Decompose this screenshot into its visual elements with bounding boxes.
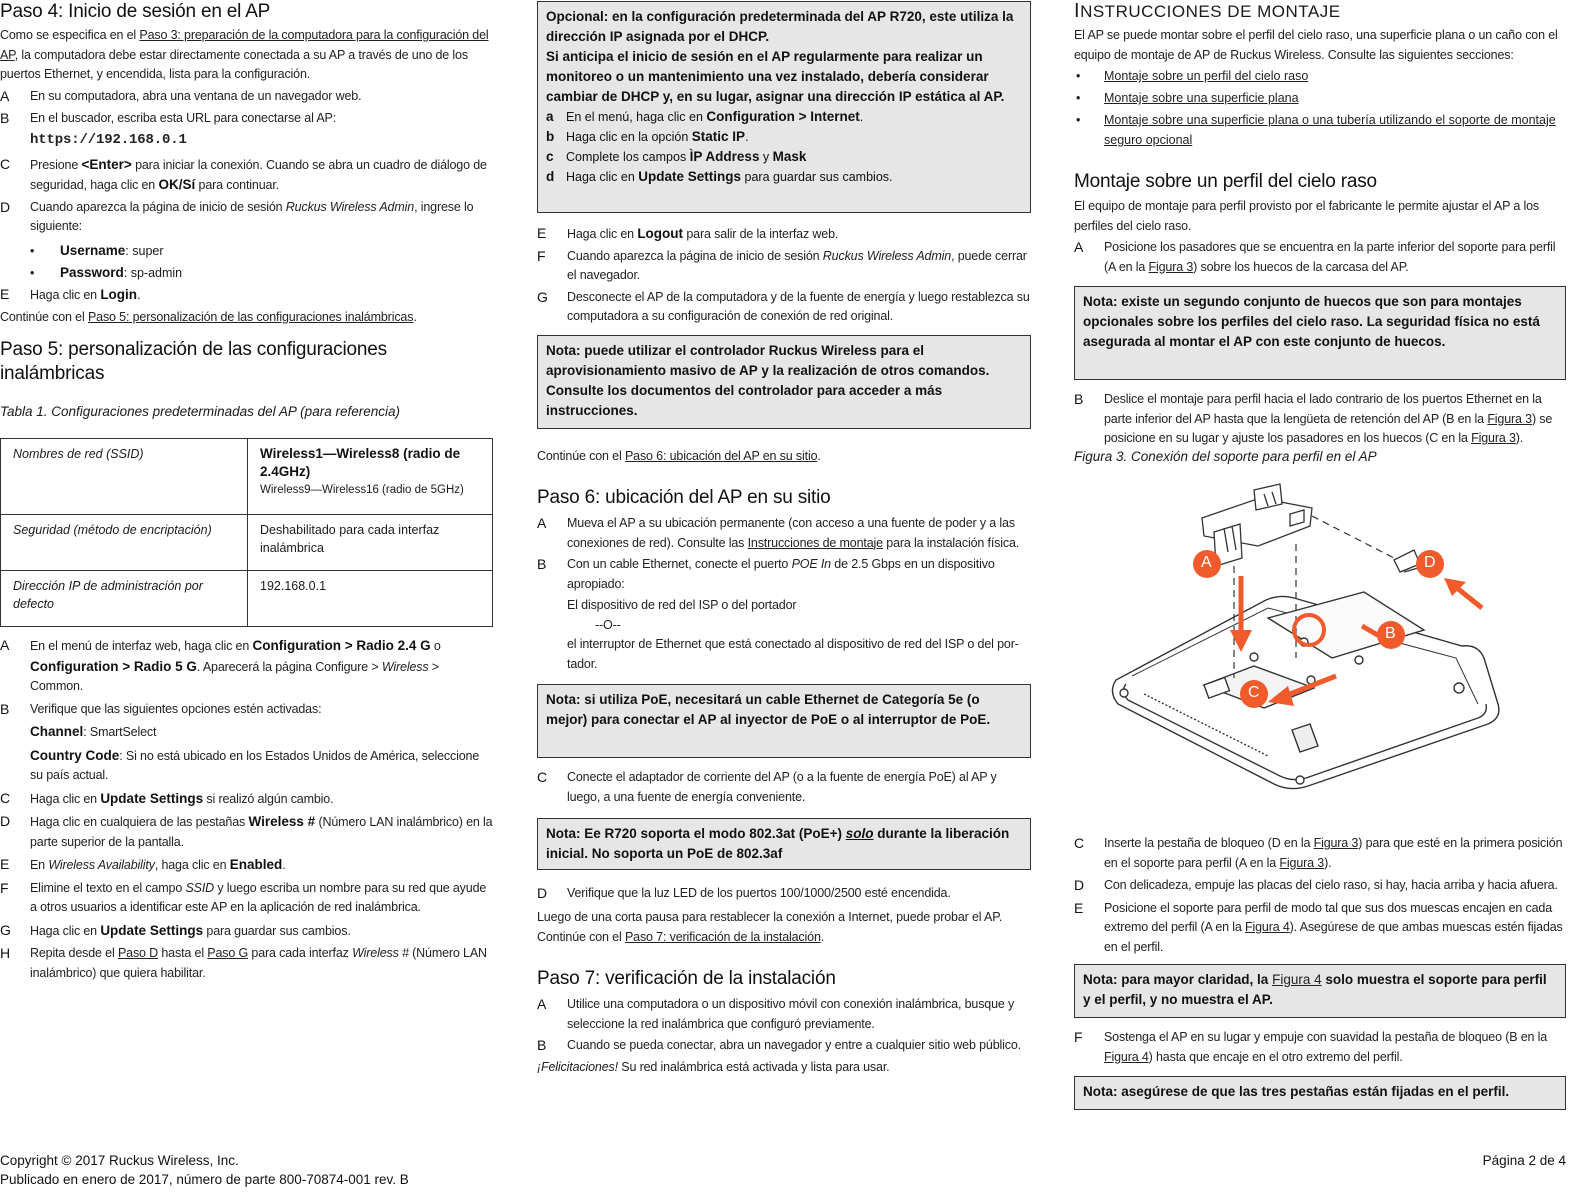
step-5a: A En el menú de interfaz web, haga clic en Configuration > Radio 2.4 G o Configuration > Radio 5 G. Aparecerá la página Configure > Wireless > Common. bbox=[0, 637, 441, 693]
link-instrucciones[interactable]: Instrucciones de montaje bbox=[747, 535, 883, 550]
config-table bbox=[0, 438, 493, 627]
link-paso-d[interactable]: Paso D bbox=[117, 946, 159, 960]
table-cell: Nombres de red (SSID) bbox=[1, 439, 248, 515]
montaje-intro: El AP se puede montar sobre el perfil del cielo raso, una superficie plana o un caño con el equipo de montaje de AP de Ruckus Wireless. Consulte las siguientes secciones: bbox=[1074, 28, 1558, 62]
link-paso6[interactable]: Paso 6: ubicación del AP en su sitio bbox=[624, 449, 818, 463]
note-802-3at: Nota: Ee R720 soporta el modo 802.3at (PoE+) solo durante la liberación inicial. No soporta un PoE de 802.3af bbox=[537, 818, 1031, 870]
footer-published: Publicado en enero de 2017, número de parte 800-70874-001 rev. B bbox=[0, 1172, 409, 1187]
paso4-intro: Como se especifica en el Paso 3: preparación de la computadora para la configuración del AP, la computadora debe estar directamente conectada a su AP a través de uno de los puertos Ethernet, y encendida, lista para la configuración. bbox=[0, 28, 489, 81]
list-item: • Montaje sobre una superficie plana bbox=[1076, 91, 1299, 105]
list-item: • Montaje sobre una superficie plana o una tubería utilizando el soporte de montaje seguro opcional bbox=[1076, 113, 1556, 147]
link-figura4[interactable]: Figura 4 bbox=[1245, 920, 1290, 934]
step-f: F Cuando aparezca la página de inicio de sesión Ruckus Wireless Admin, puede cerrar el navegador. bbox=[537, 247, 1027, 282]
step-4d: D Cuando aparezca la página de inicio de sesión Ruckus Wireless Admin, ingrese lo siguiente: bbox=[0, 198, 474, 233]
step-6b-option1: El dispositivo de red del ISP o del portador bbox=[567, 598, 797, 612]
link-figura3[interactable]: Figura 3 bbox=[1471, 431, 1516, 445]
list-item: • Montaje sobre un perfil del cielo raso bbox=[1076, 69, 1309, 83]
congrats: ¡Felicitaciones! Su red inalámbrica está activada y lista para usar. bbox=[537, 1059, 890, 1074]
figure3-caption: Figura 3. Conexión del soporte para perfil en el AP bbox=[1074, 449, 1377, 464]
figure-label-c: C bbox=[1248, 684, 1260, 701]
step-6b: B Con un cable Ethernet, conecte el puerto POE In de 2.5 Gbps en un dispositivo apropiado: bbox=[537, 556, 995, 591]
link-figura4[interactable]: Figura 4 bbox=[1104, 1049, 1149, 1064]
link-paso-g[interactable]: Paso G bbox=[207, 946, 249, 960]
step-5b: B Verifique que las siguientes opciones estén activadas: bbox=[0, 700, 322, 717]
step-7a: A Utilice una computadora o un dispositivo móvil con conexión inalámbrica, busque y seleccione la red inalámbrica que configuró previamente. bbox=[537, 996, 1015, 1031]
step-mb: B Deslice el montaje para perfil hacia el lado contrario de los puertos Ethernet en la parte inferior del AP hasta que la lengüeta de retención del AP (B en la Figura 3) se posicione en su lugar y ajuste los pasadores en los huecos (C en la Figura 3). bbox=[1074, 391, 1553, 445]
table-cell: Wireless1—Wireless8 (radio de 2.4GHz) Wireless9—Wireless16 (radio de 5GHz) bbox=[248, 439, 493, 515]
link-paso7[interactable]: Paso 7: verificación de la instalación bbox=[624, 929, 821, 944]
note-pestanas: Nota: asegúrese de que las tres pestañas están fijadas en el perfil. bbox=[1074, 1076, 1566, 1110]
continue-paso5: Continúe con el Paso 5: personalización de las configuraciones inalámbricas. bbox=[0, 310, 417, 324]
substep-d: d Haga clic en Update Settings para guardar sus cambios. bbox=[546, 169, 893, 184]
link-paso3[interactable]: Paso 3: preparación de la computadora para la configuración del AP bbox=[0, 28, 489, 62]
paso5-title: Paso 5: personalización de las configuraciones inalámbricas bbox=[0, 339, 387, 384]
link-paso5[interactable]: Paso 5: personalización de las configuraciones inalámbricas bbox=[87, 310, 414, 324]
step-mc: C Inserte la pestaña de bloqueo (D en la Figura 3) para que esté en la primera posición en el soporte para perfil (A en la Figura 3). bbox=[1074, 835, 1563, 870]
footer-page-number: Página 2 de 4 bbox=[1482, 1153, 1566, 1168]
table-row bbox=[1, 515, 493, 571]
figure-label-b: B bbox=[1385, 625, 1396, 642]
step-4a: A En su computadora, abra una ventana de un navegador web. bbox=[0, 88, 362, 104]
link-figura4[interactable]: Figura 4 bbox=[1272, 972, 1322, 987]
link-figura3[interactable]: Figura 3 bbox=[1313, 836, 1359, 850]
bullet-username: • Username: super bbox=[30, 242, 164, 258]
step-4e: E Haga clic en Login. bbox=[0, 285, 141, 302]
link-montaje-superficie[interactable]: Montaje sobre una superficie plana bbox=[1104, 91, 1299, 105]
bullet-password: • Password: sp-admin bbox=[30, 264, 183, 280]
step-6c: C Conecte el adaptador de corriente del AP (o a la fuente de energía PoE) al AP y luego, a una fuente de energía conveniente. bbox=[537, 769, 997, 804]
substep-a: a En el menú, haga clic en Configuration > Internet. bbox=[546, 109, 864, 124]
step-6b-option2: el interruptor de Ethernet que está conectado al dispositivo de red del ISP o del por-tador. bbox=[567, 637, 1019, 671]
table-cell: 192.168.0.1 bbox=[248, 571, 493, 627]
step-7b: B Cuando se pueda conectar, abra un navegador y entre a cualquier sitio web público. bbox=[537, 1037, 1021, 1053]
instrucciones-title: INSTRUCCIONES DE MONTAJE bbox=[1074, 0, 1341, 22]
step-5d: D Haga clic en cualquiera de las pestañas Wireless # (Número LAN inalámbrico) en la parte superior de la pantalla. bbox=[0, 813, 493, 849]
step-6b-or: --O-- bbox=[595, 617, 621, 632]
link-figura3[interactable]: Figura 3 bbox=[1279, 855, 1325, 870]
montaje-perfil-title: Montaje sobre un perfil del cielo raso bbox=[1074, 171, 1377, 192]
substep-b: b Haga clic en la opción Static IP. bbox=[546, 129, 749, 144]
step-me: E Posicione el soporte para perfil de modo tal que sus dos muescas encajen en cada extremo del perfil (A en la Figura 4). Asegúrese de que ambas muescas estén fijadas en el perfil. bbox=[1074, 899, 1563, 954]
after-paso6: Luego de una corta pausa para restablecer la conexión a Internet, puede probar el AP. Continúe con el Paso 7: verificación de la instalación. bbox=[537, 910, 1003, 944]
note-poe: Nota: si utiliza PoE, necesitará un cable Ethernet de Categoría 5e (o mejor) para conectar el AP al inyector de PoE o al interruptor de PoE. bbox=[537, 684, 1031, 758]
url-text: https://192.168.0.1 bbox=[30, 132, 187, 148]
note-figura4: Nota: para mayor claridad, la Figura 4 solo muestra el soporte para perfil y el perfil, y no muestra el AP. bbox=[1074, 964, 1566, 1018]
step-5h: H Repita desde el Paso D hasta el Paso G para cada interfaz Wireless # (Número LAN inalámbrico) que quiera habilitar. bbox=[0, 945, 487, 980]
option-channel: Channel: SmartSelect bbox=[30, 724, 157, 739]
step-md: D Con delicadeza, empuje las placas del cielo raso, si hay, hacia arriba y hacia afuera. bbox=[1074, 877, 1558, 893]
step-g: G Desconecte el AP de la computadora y de la fuente de energía y luego restablezca su computadora a su configuración de conexión de red original. bbox=[537, 288, 1030, 323]
figure-label-d: D bbox=[1424, 554, 1436, 571]
page-footer bbox=[0, 1151, 1566, 1189]
step-6a: A Mueva el AP a su ubicación permanente (con acceso a una fuente de poder y a las conexiones de red). Consulte las Instrucciones de montaje para la instalación física. bbox=[537, 515, 1020, 550]
substep-c: c Complete los campos ÌP Address y Mask bbox=[546, 149, 807, 164]
link-montaje-perfil[interactable]: Montaje sobre un perfil del cielo raso bbox=[1104, 69, 1309, 83]
table-caption: Tabla 1. Configuraciones predeterminadas del AP (para referencia) bbox=[0, 404, 400, 419]
paso4-title: Paso 4: Inicio de sesión en el AP bbox=[0, 1, 271, 22]
option-country: Country Code: Si no está ubicado en los Estados Unidos de América, seleccione su país actual. bbox=[30, 747, 480, 782]
step-5e: E En Wireless Availability, haga clic en Enabled. bbox=[0, 856, 286, 872]
note-huecos: Nota: existe un segundo conjunto de huecos que son para montajes opcionales sobre los perfiles del cielo raso. La seguridad física no está asegurada al montar el AP con este conjunto de huecos. bbox=[1074, 286, 1566, 380]
table-cell: Dirección IP de administración por defecto bbox=[1, 571, 248, 627]
step-5f: F Elimine el texto en el campo SSID y luego escriba un nombre para su red que ayude a otros usuarios a identificar este AP en la aplicación de red inalámbrica. bbox=[0, 879, 487, 914]
step-5c: C Haga clic en Update Settings si realizó algún cambio. bbox=[0, 789, 334, 806]
step-6d: D Verifique que la luz LED de los puertos 100/1000/2500 esté encendida. bbox=[537, 885, 951, 901]
footer-copyright: Copyright © 2017 Ruckus Wireless, Inc. bbox=[0, 1153, 239, 1168]
table-row bbox=[1, 571, 493, 627]
step-e: E Haga clic en Logout para salir de la interfaz web. bbox=[537, 225, 839, 241]
step-4b: B En el buscador, escriba esta URL para conectarse al AP: bbox=[0, 109, 337, 126]
table-row bbox=[1, 439, 493, 515]
link-figura3[interactable]: Figura 3 bbox=[1148, 259, 1194, 274]
paso7-title: Paso 7: verificación de la instalación bbox=[537, 968, 836, 989]
link-figura3[interactable]: Figura 3 bbox=[1487, 411, 1532, 426]
figure-label-a: A bbox=[1201, 554, 1212, 571]
paso6-title: Paso 6: ubicación del AP en su sitio bbox=[537, 487, 831, 508]
step-ma: A Posicione los pasadores que se encuentra en la parte inferior del soporte para perfil (A en la Figura 3) sobre los huecos de la carcasa del AP. bbox=[1074, 239, 1556, 274]
note-optional-static-ip: Opcional: en la configuración predeterminada del AP R720, este utiliza la dirección IP asignada por el DHCP. Si anticipa el inicio de sesión en el AP regularmente para realizar un monitoreo o un mantenimiento una vez instalado, debería considerar cambiar de DHCP y, en su lugar, asignar una dirección IP estática al AP. a En el menú, haga clic en Configuration > Internet. b Haga clic en la opción Static IP. c Complete los campos ÌP Address y Mask d Haga clic en Update Settings para guardar sus cambios. bbox=[537, 1, 1031, 213]
note-controller: Nota: puede utilizar el controlador Ruckus Wireless para el aprovisionamiento masivo de AP y la realización de otros comandos. Consulte los documentos del controlador para acceder a más instrucciones. bbox=[537, 335, 1031, 429]
link-montaje-tuberia[interactable]: Montaje sobre una superficie plana o una tubería utilizando el soporte de montaje seguro opcional bbox=[1104, 113, 1556, 147]
step-4c: C Presione <Enter> para iniciar la conexión. Cuando se abra un cuadro de diálogo de seguridad, haga clic en OK/Sí para continuar. bbox=[0, 155, 487, 192]
table-cell: Deshabilitado para cada interfaz inalámbrica bbox=[248, 515, 493, 571]
montaje-perfil-intro: El equipo de montaje para perfil provisto por el fabricante le permite ajustar el AP a los perfiles del cielo raso. bbox=[1074, 199, 1540, 233]
step-mf: F Sostenga el AP en su lugar y empuje con suavidad la pestaña de bloqueo (B en la Figura 4) hasta que encaje en el otro extremo del perfil. bbox=[1074, 1029, 1548, 1064]
table-cell: Seguridad (método de encriptación) bbox=[1, 515, 248, 571]
continue-paso6: Continúe con el Paso 6: ubicación del AP en su sitio. bbox=[537, 449, 821, 463]
step-5g: G Haga clic en Update Settings para guardar sus cambios. bbox=[0, 921, 351, 938]
